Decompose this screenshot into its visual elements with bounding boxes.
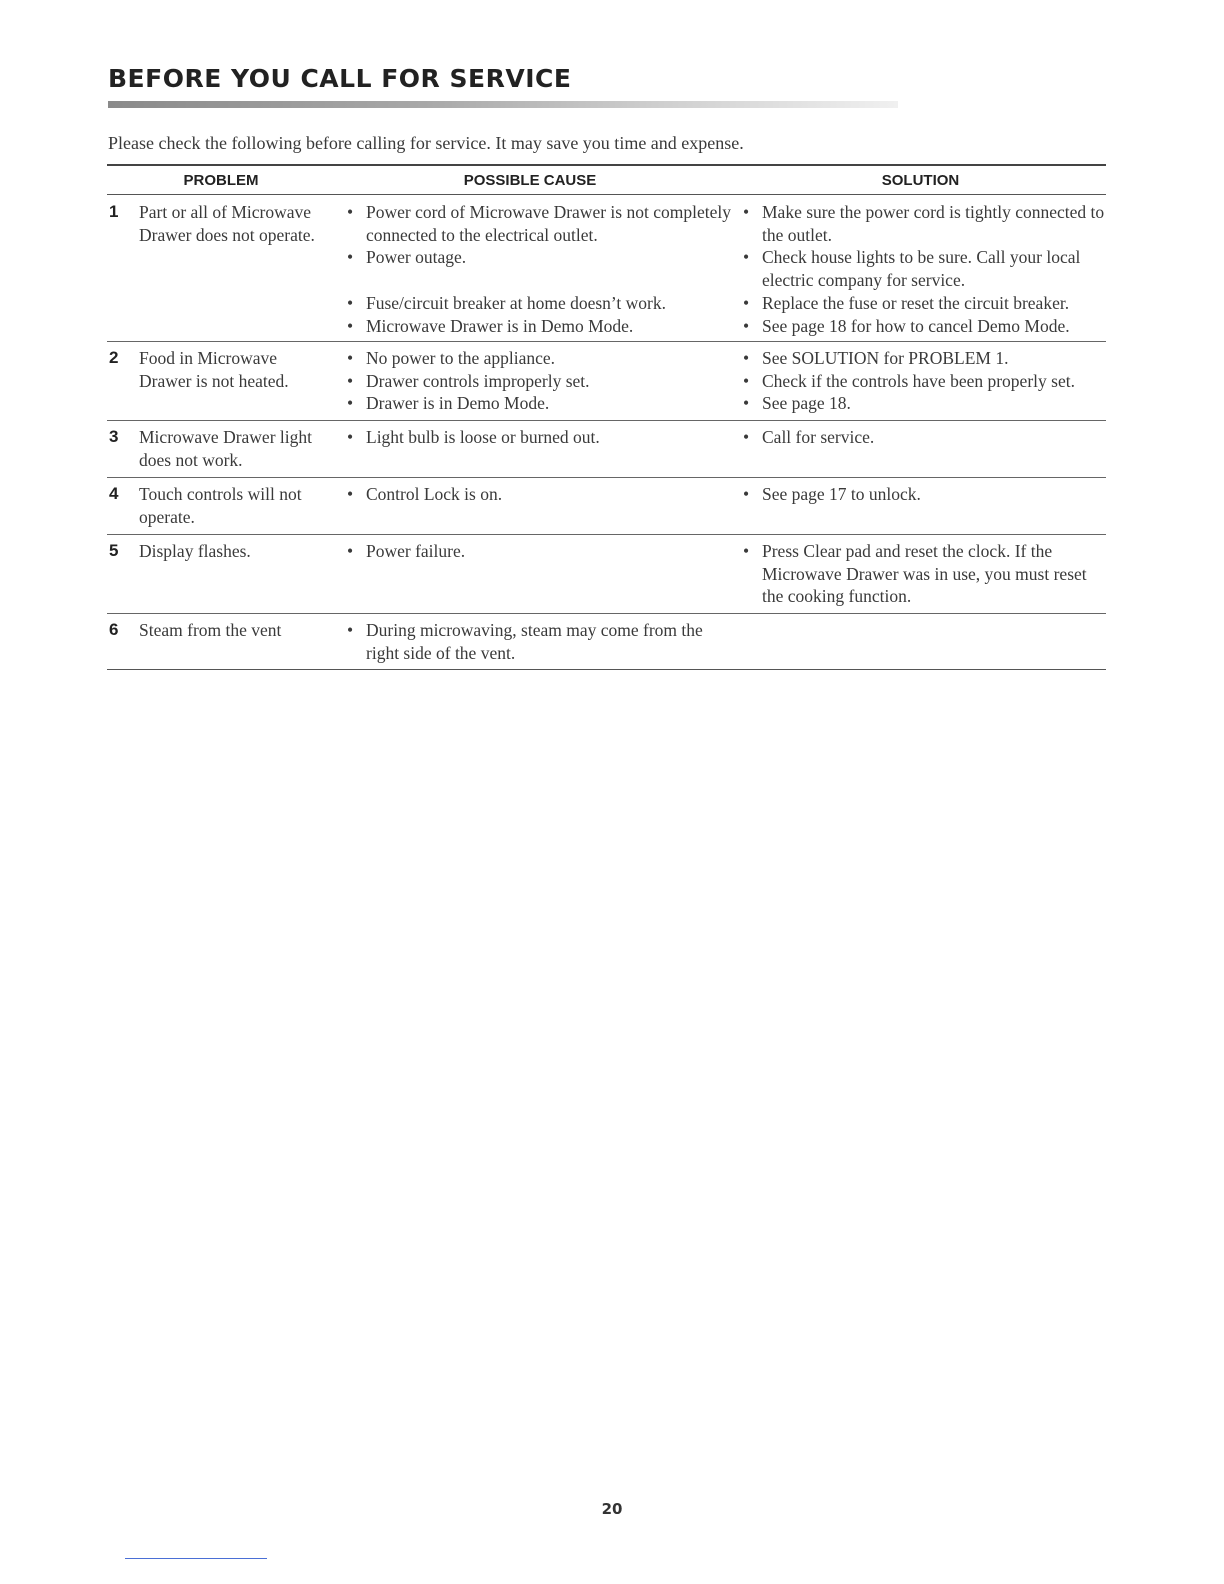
solution-cell xyxy=(733,483,1106,534)
bullet-icon: • xyxy=(743,292,750,313)
solution-text: See page 18. xyxy=(762,393,851,414)
solution-text: Check if the controls have been properly set. xyxy=(762,370,1075,391)
problem-number: 5 xyxy=(109,541,119,560)
problem-text: Display flashes. xyxy=(139,541,251,561)
table-row xyxy=(107,195,1106,342)
list-item xyxy=(345,201,733,246)
solution-text: See SOLUTION for PROBLEM 1. xyxy=(762,348,1009,368)
bullet-icon: • xyxy=(743,247,750,268)
header-problem: PROBLEM xyxy=(183,171,259,189)
cause-text: Power cord of Microwave Drawer is not completely connected to the electrical outlet. xyxy=(366,202,731,245)
bullet-icon: • xyxy=(347,315,354,336)
bullet-icon: • xyxy=(743,202,750,222)
bullet-icon: • xyxy=(347,247,354,268)
cause-cell xyxy=(335,540,733,613)
list-item xyxy=(741,370,1106,393)
problem-text: Food in Microwave Drawer is not heated. xyxy=(139,348,289,391)
problem-number: 1 xyxy=(109,202,119,221)
cause-text: Fuse/circuit breaker at home doesn’t work. xyxy=(366,292,667,313)
bullet-icon: • xyxy=(347,348,354,368)
list-item xyxy=(741,201,1106,246)
solution-text: Press Clear pad and reset the clock. If the Microwave Drawer was in use, you must reset the cooking function. xyxy=(762,541,1087,607)
solution-cell xyxy=(733,426,1106,477)
solution-text: See page 17 to unlock. xyxy=(762,484,921,504)
page-number: 20 xyxy=(601,1500,623,1518)
list-item xyxy=(741,540,1106,608)
list-item xyxy=(741,246,1106,291)
solution-text: Check house lights to be sure. Call your local electric company for service. xyxy=(762,247,1081,291)
bullet-icon: • xyxy=(347,393,354,414)
cause-text: Drawer is in Demo Mode. xyxy=(366,393,550,414)
bullet-icon: • xyxy=(347,620,354,640)
cause-text: No power to the appliance. xyxy=(366,348,556,368)
solution-cell xyxy=(733,540,1106,613)
table-header xyxy=(107,166,1106,195)
list-item xyxy=(741,483,1106,506)
list-item xyxy=(741,426,1106,449)
page-title: BEFORE YOU CALL FOR SERVICE xyxy=(108,64,572,93)
list-item xyxy=(345,540,733,563)
list-item xyxy=(345,619,733,664)
problem-number: 6 xyxy=(109,620,119,639)
cause-text: During microwaving, steam may come from the right side of the vent. xyxy=(366,620,703,663)
cause-cell xyxy=(335,483,733,534)
list-item xyxy=(345,315,733,338)
bullet-icon: • xyxy=(743,393,750,414)
bullet-icon: • xyxy=(743,370,750,391)
list-item xyxy=(741,392,1106,415)
solution-text: Call for service. xyxy=(762,427,875,447)
solution-cell xyxy=(733,201,1106,341)
cause-cell xyxy=(335,426,733,477)
cause-cell xyxy=(335,201,733,341)
list-item xyxy=(345,246,733,269)
cause-text: Power outage. xyxy=(366,247,467,268)
cause-text: Control Lock is on. xyxy=(366,484,503,504)
bullet-icon: • xyxy=(743,541,750,561)
bullet-icon: • xyxy=(743,315,750,336)
title-underline xyxy=(108,101,898,108)
cause-cell xyxy=(335,619,733,669)
table-row xyxy=(107,614,1106,670)
bullet-icon: • xyxy=(347,427,354,447)
bullet-icon: • xyxy=(347,292,354,313)
table-row xyxy=(107,535,1106,614)
list-item xyxy=(345,426,733,449)
list-item xyxy=(741,315,1106,338)
cause-text: Power failure. xyxy=(366,541,466,561)
problem-text: Steam from the vent xyxy=(139,620,282,640)
list-item xyxy=(345,483,733,506)
header-solution: SOLUTION xyxy=(881,171,960,189)
cause-text: Drawer controls improperly set. xyxy=(366,370,590,391)
header-possible-cause: POSSIBLE CAUSE xyxy=(463,171,597,189)
bullet-icon: • xyxy=(743,484,750,504)
table-row xyxy=(107,421,1106,478)
footer-line xyxy=(125,1558,267,1559)
problem-number: 4 xyxy=(109,484,119,503)
intro-text: Please check the following before calling for service. It may save you time and expense. xyxy=(108,133,744,153)
list-item xyxy=(345,392,733,415)
troubleshooting-table xyxy=(107,164,1106,670)
list-item xyxy=(345,370,733,393)
table-row xyxy=(107,342,1106,421)
solution-cell xyxy=(733,347,1106,420)
solution-cell xyxy=(733,619,1106,669)
list-item xyxy=(345,292,733,315)
solution-text: Make sure the power cord is tightly connected to the outlet. xyxy=(762,202,1105,245)
cause-cell xyxy=(335,347,733,420)
cause-text: Microwave Drawer is in Demo Mode. xyxy=(366,315,634,336)
bullet-icon: • xyxy=(743,348,750,368)
cause-text: Light bulb is loose or burned out. xyxy=(366,427,600,447)
solution-text: See page 18 for how to cancel Demo Mode. xyxy=(762,315,1070,336)
list-item xyxy=(345,347,733,370)
list-item xyxy=(741,347,1106,370)
problem-number: 2 xyxy=(109,348,119,367)
solution-text: Replace the fuse or reset the circuit breaker. xyxy=(762,292,1070,313)
problem-text: Part or all of Microwave Drawer does not operate. xyxy=(139,202,315,245)
problem-text: Microwave Drawer light does not work. xyxy=(139,427,312,470)
bullet-icon: • xyxy=(743,427,750,447)
problem-number: 3 xyxy=(109,427,119,446)
bullet-icon: • xyxy=(347,202,354,222)
spacer xyxy=(345,269,733,292)
table-row xyxy=(107,478,1106,535)
problem-text: Touch controls will not operate. xyxy=(139,484,302,527)
bullet-icon: • xyxy=(347,370,354,391)
bullet-icon: • xyxy=(347,484,354,504)
bullet-icon: • xyxy=(347,541,354,561)
list-item xyxy=(741,292,1106,315)
